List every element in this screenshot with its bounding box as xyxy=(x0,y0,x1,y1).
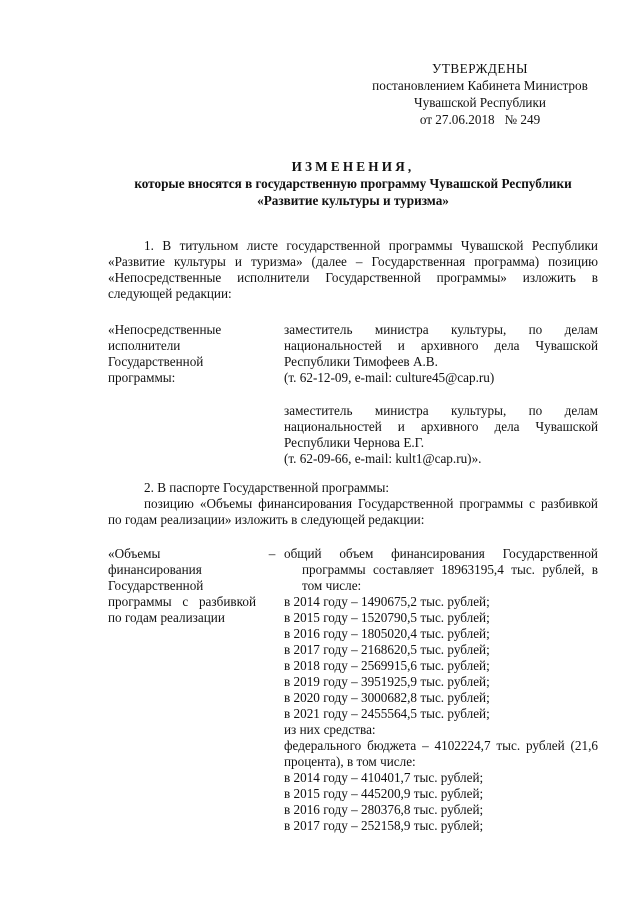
section-2-heading: 2. В паспорте Государственной программы: xyxy=(144,480,390,495)
financing-total: общий объем финансирования Государственной программы составляет 18963195,4 тыс. рублей, в том числе: xyxy=(284,546,598,593)
financing-values xyxy=(284,546,598,834)
document-title xyxy=(108,158,598,209)
executor-2-text: заместитель министра культуры, по делам национальностей и архивного дела Чувашской Республики Чернова Е.Г. xyxy=(284,403,598,450)
section-2-paragraph xyxy=(108,480,598,528)
of-which-label: из них средства: xyxy=(284,722,376,737)
executor-2-contact: (т. 62-09-66, e-mail: kult1@cap.ru)». xyxy=(284,451,482,466)
section-1-text: 1. В титульном листе государственной программы Чувашской Республики «Развитие культуры и туризма» (далее – Государственная программа) позицию «Непосредственные исполнители Государственной программы» изложить в следующей редакции: xyxy=(108,238,598,301)
approved-line-3: от 27.06.2018 № 249 xyxy=(419,112,541,127)
year-total-line: в 2015 году – 1520790,5 тыс. рублей; xyxy=(284,610,490,625)
financing-label: «Объемы финансирования Государственной программы с разбивкой по годам реализации xyxy=(108,546,256,625)
year-federal-line: в 2014 году – 410401,7 тыс. рублей; xyxy=(284,770,484,785)
title-word: ИЗМЕНЕНИЯ, xyxy=(291,159,415,174)
executors-values xyxy=(284,322,598,467)
executors-label: «Непосредственные исполнители Государственной программы: xyxy=(108,322,222,385)
executor-1-text: заместитель министра культуры, по делам национальностей и архивного дела Чувашской Республики Тимофеев А.В. xyxy=(284,322,598,369)
federal-budget-text: федерального бюджета – 4102224,7 тыс. рублей (21,6 процента), в том числе: xyxy=(284,738,598,769)
year-total-line: в 2016 году – 1805020,4 тыс. рублей; xyxy=(284,626,490,641)
approved-line-2: Чувашской Республики xyxy=(414,95,546,110)
year-total-line: в 2018 году – 2569915,6 тыс. рублей; xyxy=(284,658,490,673)
year-federal-line: в 2015 году – 445200,9 тыс. рублей; xyxy=(284,786,484,801)
approved-heading: УТВЕРЖДЕНЫ xyxy=(431,61,528,76)
year-total-line: в 2017 году – 2168620,5 тыс. рублей; xyxy=(284,642,490,657)
executor-1-contact: (т. 62-12-09, e-mail: culture45@cap.ru) xyxy=(284,370,495,385)
approved-line-1: постановлением Кабинета Министров xyxy=(372,78,588,93)
section-2-text: позицию «Объемы финансирования Государственной программы с разбивкой по годам реализации» изложить в следующей редакции: xyxy=(108,496,598,527)
title-line-3: «Развитие культуры и туризма» xyxy=(257,193,449,208)
year-federal-line: в 2016 году – 280376,8 тыс. рублей; xyxy=(284,802,484,817)
year-total-line: в 2014 году – 1490675,2 тыс. рублей; xyxy=(284,594,490,609)
section-1-paragraph xyxy=(108,238,598,302)
year-total-line: в 2021 году – 2455564,5 тыс. рублей; xyxy=(284,706,490,721)
approval-stamp xyxy=(360,60,600,128)
year-total-line: в 2020 году – 3000682,8 тыс. рублей; xyxy=(284,690,490,705)
financing-dash: – xyxy=(268,546,276,561)
year-total-line: в 2019 году – 3951925,9 тыс. рублей; xyxy=(284,674,490,689)
title-line-2: которые вносятся в государственную программу Чувашской Республики xyxy=(134,176,572,191)
year-federal-line: в 2017 году – 252158,9 тыс. рублей; xyxy=(284,818,484,833)
